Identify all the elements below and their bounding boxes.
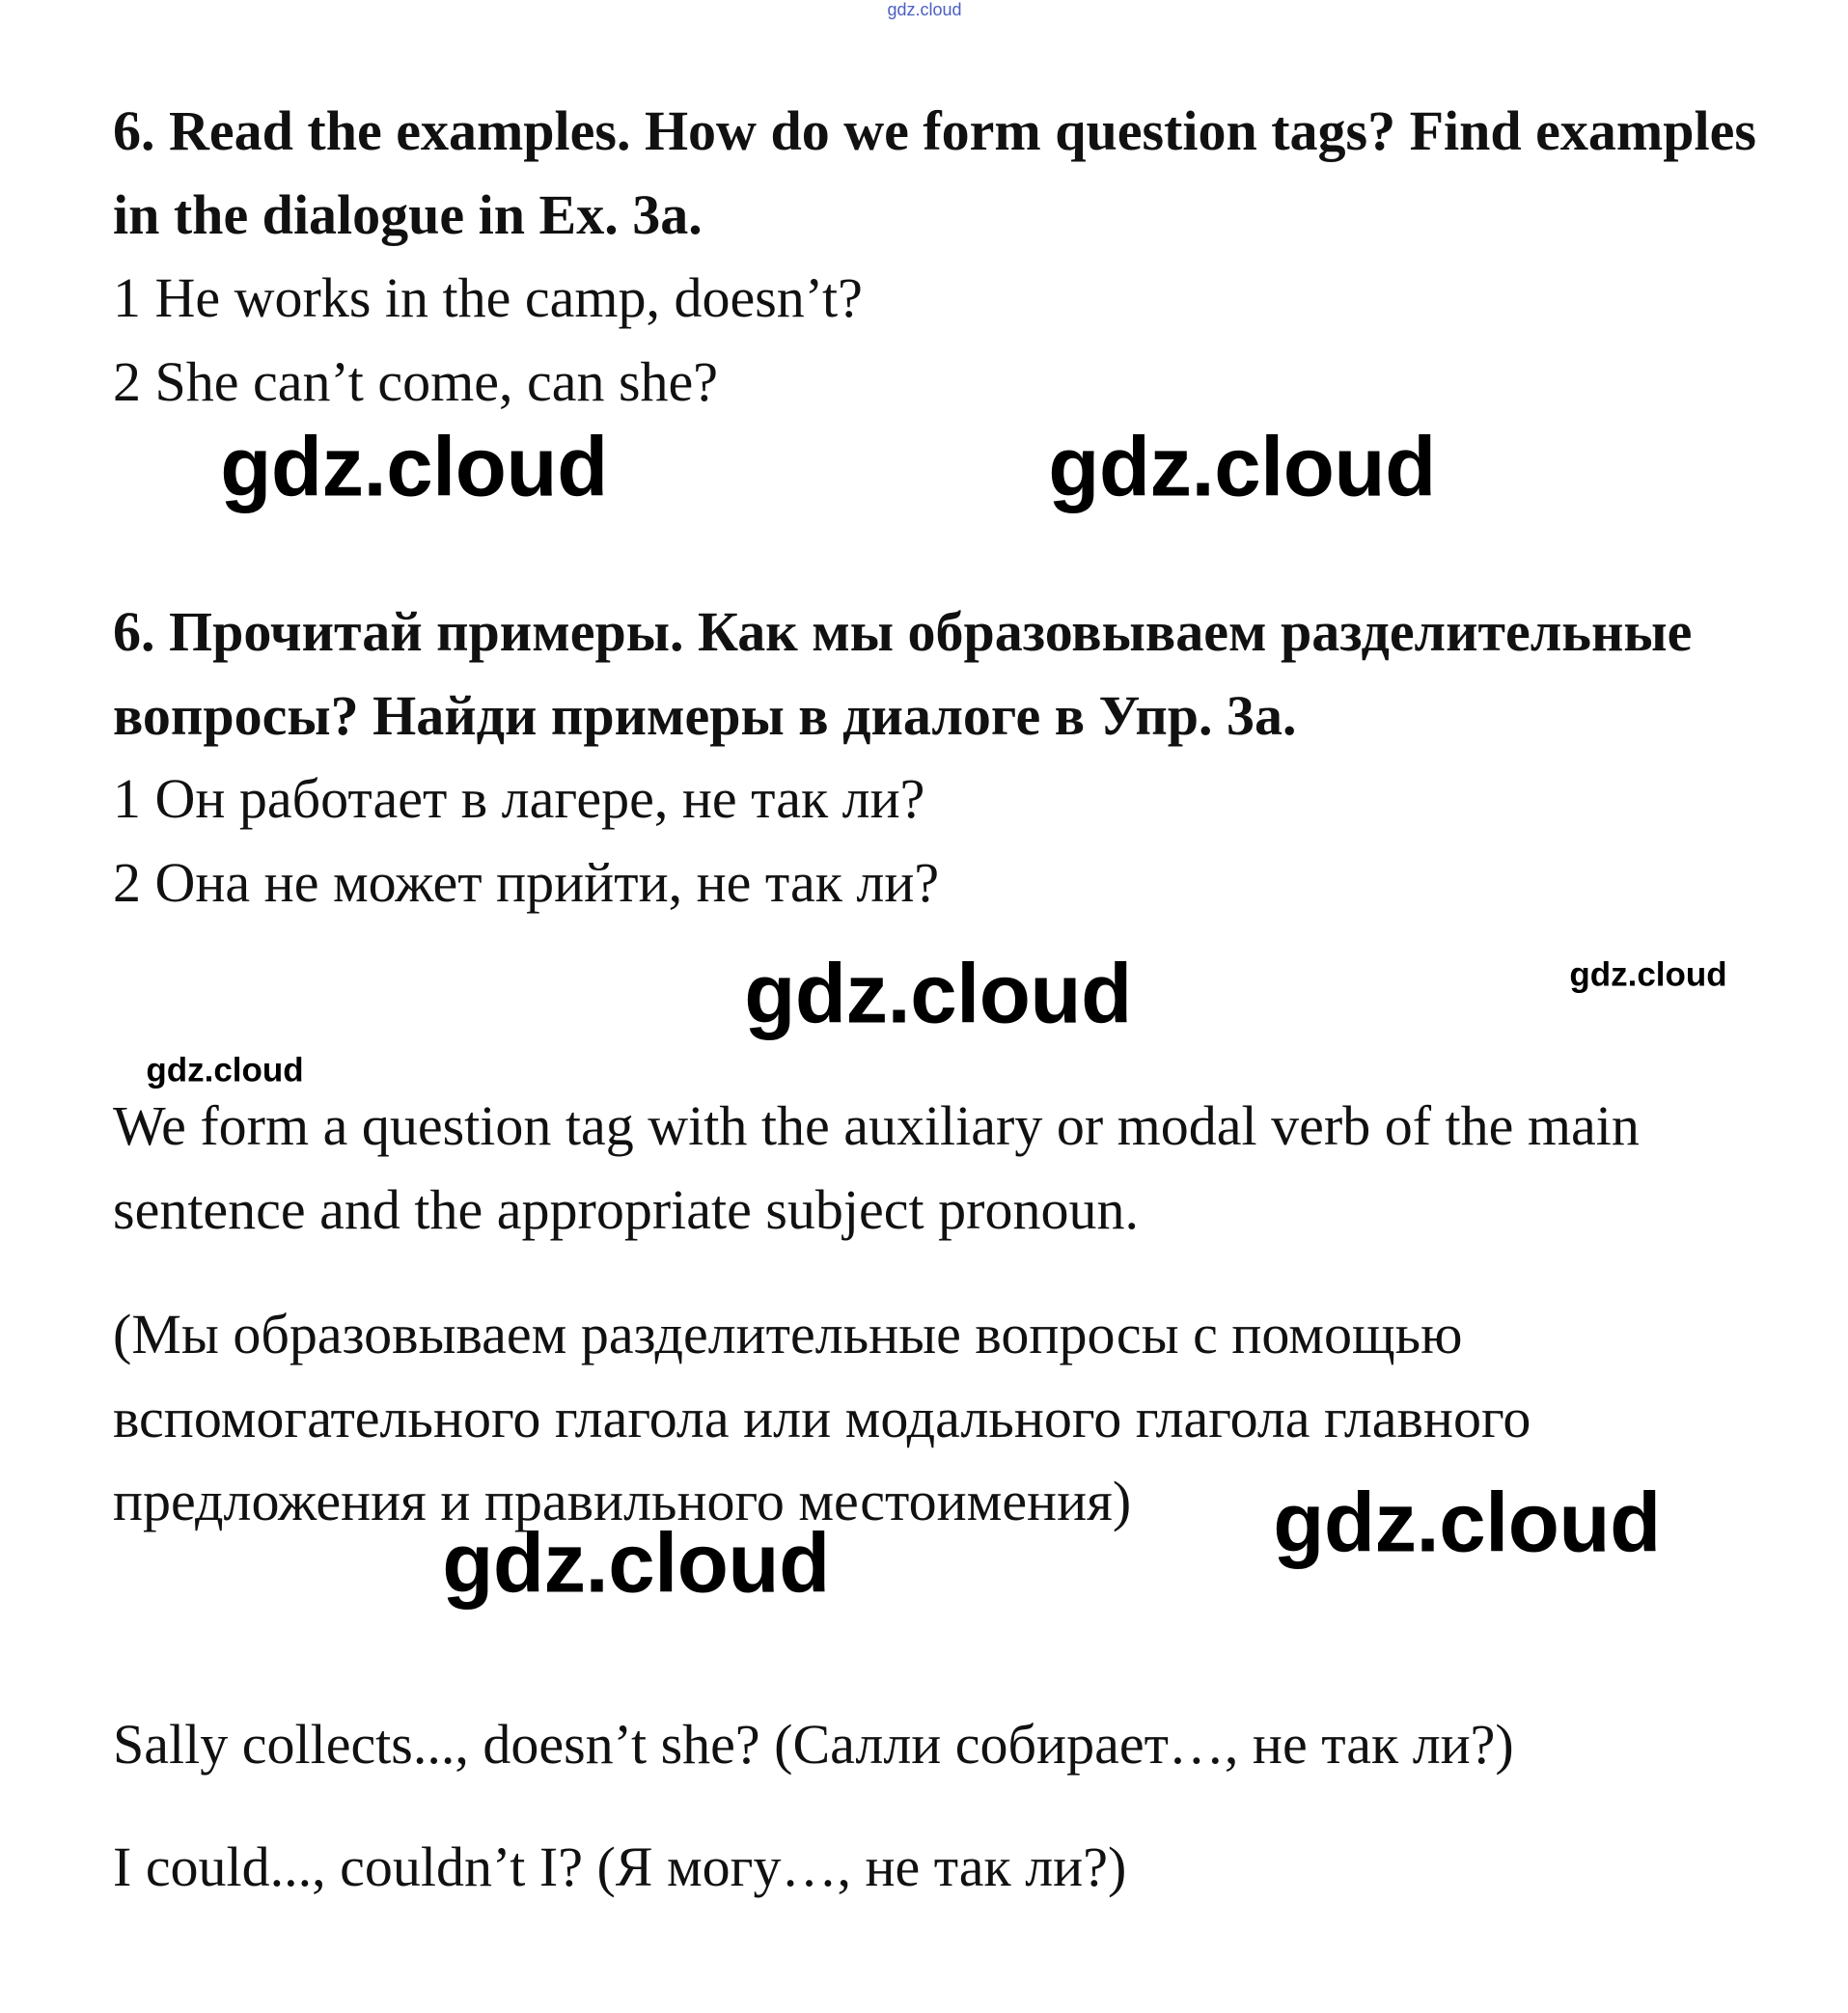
answer-line: (Мы образовываем разделительные вопросы с помощью — [113, 1303, 1463, 1365]
task-heading-line: вопросы? Найди примеры в диалоге в Упр. 3а. — [113, 683, 1297, 747]
tag-example — [113, 1826, 1126, 1910]
tag-example-line: Sally collects..., doesn’t she? (Салли собирает…, не так ли?) — [113, 1713, 1514, 1776]
watermark-large: gdz.cloud — [1273, 1475, 1661, 1570]
watermark-large: gdz.cloud — [442, 1516, 830, 1611]
watermark-large: gdz.cloud — [220, 420, 608, 514]
tag-example-line: I could..., couldn’t I? (Я могу…, не так ли?) — [113, 1835, 1127, 1898]
task-heading-line: 6. Read the examples. How do we form question tags? Find examples — [113, 99, 1756, 162]
watermark-large: gdz.cloud — [1048, 420, 1436, 514]
answer-english — [113, 1085, 1640, 1252]
task-russian — [113, 591, 1692, 924]
task-heading-line: 6. Прочитай примеры. Как мы образовываем разделительные — [113, 600, 1693, 663]
watermark-large: gdz.cloud — [744, 947, 1132, 1041]
example-line: 2 She can’t come, can she? — [113, 349, 719, 413]
answer-line: предложения и правильного местоимения) — [113, 1470, 1132, 1532]
watermark-top: gdz.cloud — [887, 0, 962, 19]
tag-example — [113, 1703, 1514, 1787]
example-line: 1 He works in the camp, doesn’t? — [113, 266, 863, 329]
answer-line: вспомогательного глагола или модального глагола главного — [113, 1386, 1531, 1449]
task-heading-line: in the dialogue in Ex. 3a. — [113, 182, 703, 246]
watermark-small: gdz.cloud — [146, 1051, 304, 1089]
watermark-small: gdz.cloud — [1569, 955, 1727, 994]
example-line: 1 Он работает в лагере, не так ли? — [113, 767, 925, 830]
answer-line: sentence and the appropriate subject pronoun. — [113, 1177, 1139, 1241]
task-english — [113, 90, 1756, 424]
answer-line: We form a question tag with the auxiliary or modal verb of the main — [113, 1094, 1640, 1157]
example-line: 2 Она не может прийти, не так ли? — [113, 850, 940, 914]
